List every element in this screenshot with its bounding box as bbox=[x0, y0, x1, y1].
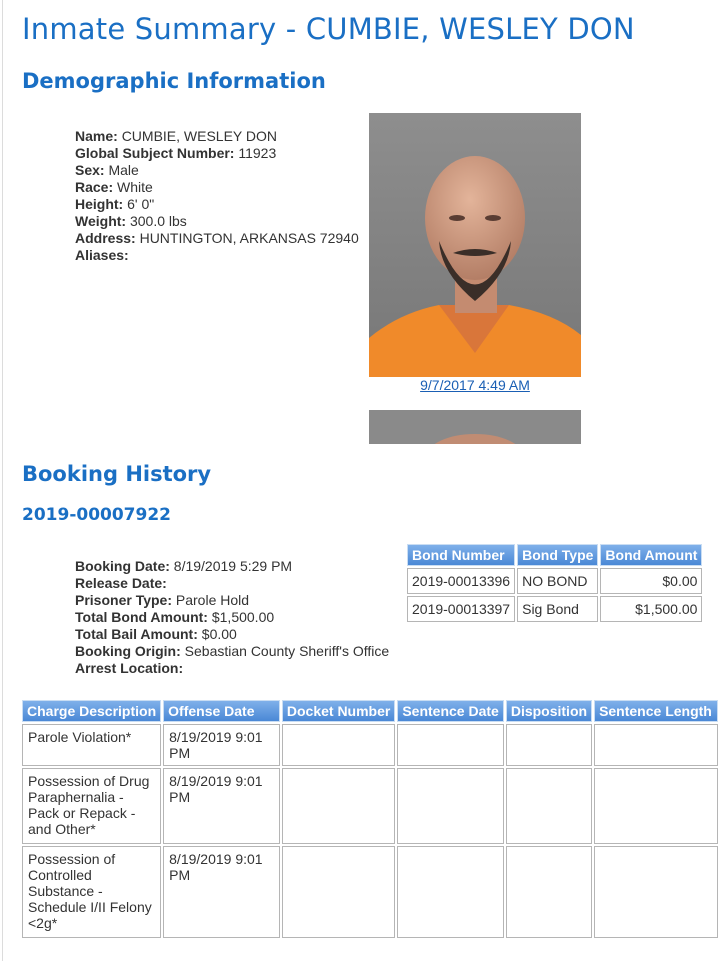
demographic-info bbox=[75, 128, 359, 264]
offense-date-cell: 8/19/2019 9:01 PM bbox=[163, 846, 280, 938]
docket-number-header: Docket Number bbox=[282, 700, 395, 722]
booking-info bbox=[75, 558, 389, 677]
aliases-row: Aliases: bbox=[75, 247, 129, 263]
sentence-date-cell bbox=[397, 768, 503, 844]
charge-description-header: Charge Description bbox=[22, 700, 161, 722]
table-row bbox=[22, 768, 718, 844]
booking-number: 2019-00007922 bbox=[22, 505, 171, 525]
disposition-cell bbox=[506, 768, 592, 844]
total-bond-amount-row: Total Bond Amount: $1,500.00 bbox=[75, 609, 275, 625]
table-row bbox=[22, 846, 718, 938]
total-bail-amount-row: Total Bail Amount: $0.00 bbox=[75, 626, 237, 642]
bond-number-cell: 2019-00013396 bbox=[407, 568, 515, 594]
sentence-date-cell bbox=[397, 724, 503, 766]
booking-history-heading: Booking History bbox=[22, 462, 212, 486]
disposition-header: Disposition bbox=[506, 700, 592, 722]
bond-type-cell: Sig Bond bbox=[517, 596, 598, 622]
photo-date-link[interactable]: 9/7/2017 4:49 AM bbox=[420, 377, 530, 393]
release-date-row: Release Date: bbox=[75, 575, 167, 591]
charge-description-cell: Parole Violation* bbox=[22, 724, 161, 766]
arrest-location-row: Arrest Location: bbox=[75, 660, 184, 676]
docket-number-cell bbox=[282, 724, 395, 766]
second-mugshot-photo[interactable] bbox=[369, 410, 581, 444]
sentence-length-cell bbox=[594, 724, 718, 766]
charges-table-header bbox=[22, 700, 718, 722]
race-row: Race: White bbox=[75, 179, 153, 195]
offense-date-header: Offense Date bbox=[163, 700, 280, 722]
bond-number-cell: 2019-00013397 bbox=[407, 596, 515, 622]
height-row: Height: 6' 0" bbox=[75, 196, 155, 212]
docket-number-cell bbox=[282, 768, 395, 844]
bond-type-header: Bond Type bbox=[517, 544, 598, 566]
charge-description-cell: Possession of Drug Paraphernalia - Pack or Repack - and Other* bbox=[22, 768, 161, 844]
charges-table bbox=[20, 698, 720, 940]
demographic-heading: Demographic Information bbox=[22, 69, 326, 93]
mugshot-photo[interactable] bbox=[369, 113, 581, 377]
sentence-date-cell bbox=[397, 846, 503, 938]
booking-origin-row: Booking Origin: Sebastian County Sheriff's Office bbox=[75, 643, 390, 659]
disposition-cell bbox=[506, 724, 592, 766]
offense-date-cell: 8/19/2019 9:01 PM bbox=[163, 724, 280, 766]
sentence-length-cell bbox=[594, 846, 718, 938]
table-row bbox=[407, 568, 702, 594]
sentence-length-header: Sentence Length bbox=[594, 700, 718, 722]
bond-number-header: Bond Number bbox=[407, 544, 515, 566]
page-title: Inmate Summary - CUMBIE, WESLEY DON bbox=[22, 12, 635, 46]
bond-table bbox=[405, 542, 704, 624]
left-border bbox=[2, 0, 3, 961]
weight-row: Weight: 300.0 lbs bbox=[75, 213, 187, 229]
offense-date-cell: 8/19/2019 9:01 PM bbox=[163, 768, 280, 844]
sex-row: Sex: Male bbox=[75, 162, 139, 178]
sentence-date-header: Sentence Date bbox=[397, 700, 503, 722]
bond-amount-cell: $1,500.00 bbox=[600, 596, 702, 622]
sentence-length-cell bbox=[594, 768, 718, 844]
bond-type-cell: NO BOND bbox=[517, 568, 598, 594]
bond-amount-cell: $0.00 bbox=[600, 568, 702, 594]
table-row bbox=[407, 596, 702, 622]
disposition-cell bbox=[506, 846, 592, 938]
booking-date-row: Booking Date: 8/19/2019 5:29 PM bbox=[75, 558, 293, 574]
table-row bbox=[22, 724, 718, 766]
docket-number-cell bbox=[282, 846, 395, 938]
name-row: Name: CUMBIE, WESLEY DON bbox=[75, 128, 278, 144]
bond-table-header bbox=[407, 544, 702, 566]
global-subject-number-row: Global Subject Number: 11923 bbox=[75, 145, 277, 161]
prisoner-type-row: Prisoner Type: Parole Hold bbox=[75, 592, 250, 608]
bond-amount-header: Bond Amount bbox=[600, 544, 702, 566]
charge-description-cell: Possession of Controlled Substance - Schedule I/II Felony <2g* bbox=[22, 846, 161, 938]
address-row: Address: HUNTINGTON, ARKANSAS 72940 bbox=[75, 230, 359, 246]
